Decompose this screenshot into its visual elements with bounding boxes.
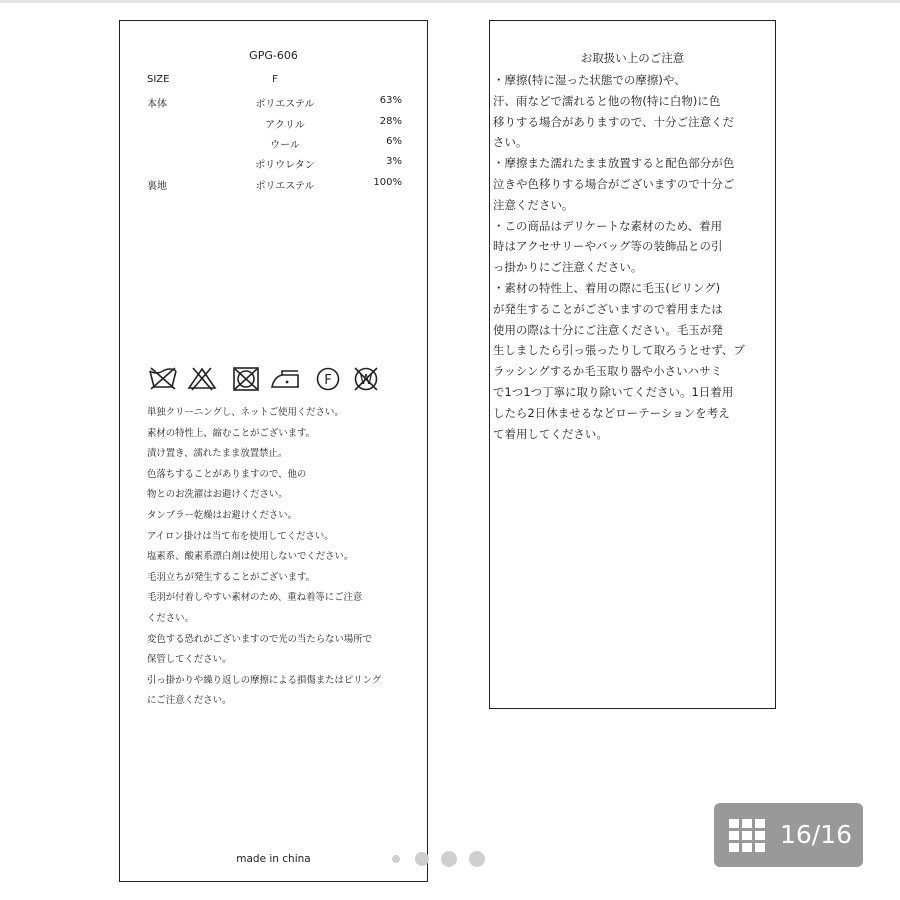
notice-line: 移りする場合がありますので、十分ご注意くだ — [493, 114, 735, 129]
lining-label: 裏地 — [147, 181, 167, 192]
notice-line: ・この商品はデリケートな素材のため、着用 — [493, 218, 723, 233]
care-line: 毛羽立ちが発生することがございます。 — [147, 571, 316, 583]
product-code: GPG-606 — [249, 49, 298, 62]
svg-text:W: W — [359, 373, 373, 388]
top-divider — [0, 0, 900, 3]
notice-line: て着用してください。 — [493, 426, 608, 441]
notice-body — [493, 70, 773, 444]
notice-line: ・摩擦また濡れたまま放置すると配色部分が色 — [493, 156, 735, 171]
do-not-bleach-icon — [187, 366, 217, 392]
material-name: ウール — [270, 140, 300, 151]
material-name: ポリエステル — [255, 99, 315, 110]
notice-line: 注意ください。 — [493, 197, 574, 212]
image-counter-text: 16/16 — [780, 820, 853, 849]
notice-line: 時はアクセサリーやバッグ等の装飾品との引 — [493, 239, 723, 254]
material-percent: 63% — [379, 95, 402, 106]
notice-line: 汗、雨などで濡れると他の物(特に白物)に色 — [493, 93, 721, 108]
care-label-left — [119, 20, 428, 882]
care-line: ください。 — [147, 612, 194, 624]
notice-line: 使用の際は十分にご注意ください。毛玉が発 — [493, 322, 723, 337]
image-counter-button[interactable] — [714, 803, 863, 867]
care-line: 毛羽が付着しやすい素材のため、重ね着等にご注意 — [147, 592, 363, 604]
do-not-tumble-dry-icon — [232, 366, 260, 392]
notice-line: 泣きや色移りする場合がございますので十分ご — [493, 176, 735, 191]
notice-line: っ掛かりにご注意ください。 — [493, 260, 643, 275]
care-line: 漬け置き、濡れたまま放置禁止。 — [147, 448, 288, 460]
lining-material-name: ポリエステル — [255, 181, 315, 192]
material-name: アクリル — [265, 120, 305, 131]
care-instructions — [147, 403, 412, 712]
carousel-dot[interactable] — [441, 851, 457, 867]
lining-material-percent: 100% — [373, 177, 402, 188]
care-line: 単独クリーニングし、ネットご使用ください。 — [147, 407, 344, 418]
care-line: にご注意ください。 — [147, 695, 232, 707]
material-name: ポリウレタン — [255, 160, 315, 171]
no-wet-clean-icon — [351, 366, 381, 392]
iron-low-icon — [269, 366, 303, 392]
care-line: 変色する恐れがございますので光の当たらない場所で — [147, 633, 373, 645]
notice-title: お取扱い上のご注意 — [580, 51, 685, 65]
carousel-dot[interactable] — [415, 852, 429, 866]
care-line: 引っ掛かりや繰り返しの摩擦による損傷またはピリング — [147, 674, 382, 686]
care-line: 色落ちすることがありますので、他の — [147, 468, 307, 480]
care-label-right — [489, 20, 776, 709]
size-label: SIZE — [147, 74, 170, 85]
notice-line: ・素材の特性上、着用の際に毛玉(ピリング) — [493, 280, 721, 295]
notice-line: ラッシングするか毛玉取り器や小さいハサミ — [493, 364, 723, 379]
notice-line: ・摩擦(特に湿った状態での摩擦)や、 — [493, 73, 686, 87]
care-line: アイロン掛けは当て布を使用してください。 — [147, 530, 334, 542]
material-percent: 3% — [386, 156, 402, 167]
size-value: F — [272, 74, 278, 85]
do-not-wash-icon — [148, 366, 178, 392]
notice-line: が発生することがございますので着用または — [493, 301, 723, 316]
carousel-dot[interactable] — [469, 851, 485, 867]
notice-line: したら2日休ませるなどローテーションを考え — [493, 405, 730, 420]
grid-icon — [729, 819, 765, 852]
care-line: タンブラー乾燥はお避けください。 — [147, 509, 298, 521]
notice-line: さい。 — [493, 135, 528, 150]
svg-text:F: F — [324, 373, 332, 388]
carousel-dot[interactable] — [392, 855, 400, 863]
notice-line: で1つ1つ丁寧に取り除いてください。1日着用 — [493, 384, 734, 399]
body-label: 本体 — [147, 99, 167, 110]
dry-clean-f-icon — [314, 366, 342, 392]
care-line: 素材の特性上、縮むことがございます。 — [147, 427, 316, 439]
material-percent: 28% — [379, 116, 402, 127]
care-symbols — [148, 366, 388, 396]
care-line: 保管してください。 — [147, 654, 232, 666]
care-line: 塩素系、酸素系漂白剤は使用しないでください。 — [147, 551, 354, 563]
material-percent: 6% — [386, 136, 402, 147]
notice-line: 生しましたら引っ張ったりして取ろうとせず、ブ — [493, 343, 745, 358]
care-line: 物とのお洗濯はお避けください。 — [147, 489, 288, 501]
made-in-label: made in china — [236, 853, 311, 865]
